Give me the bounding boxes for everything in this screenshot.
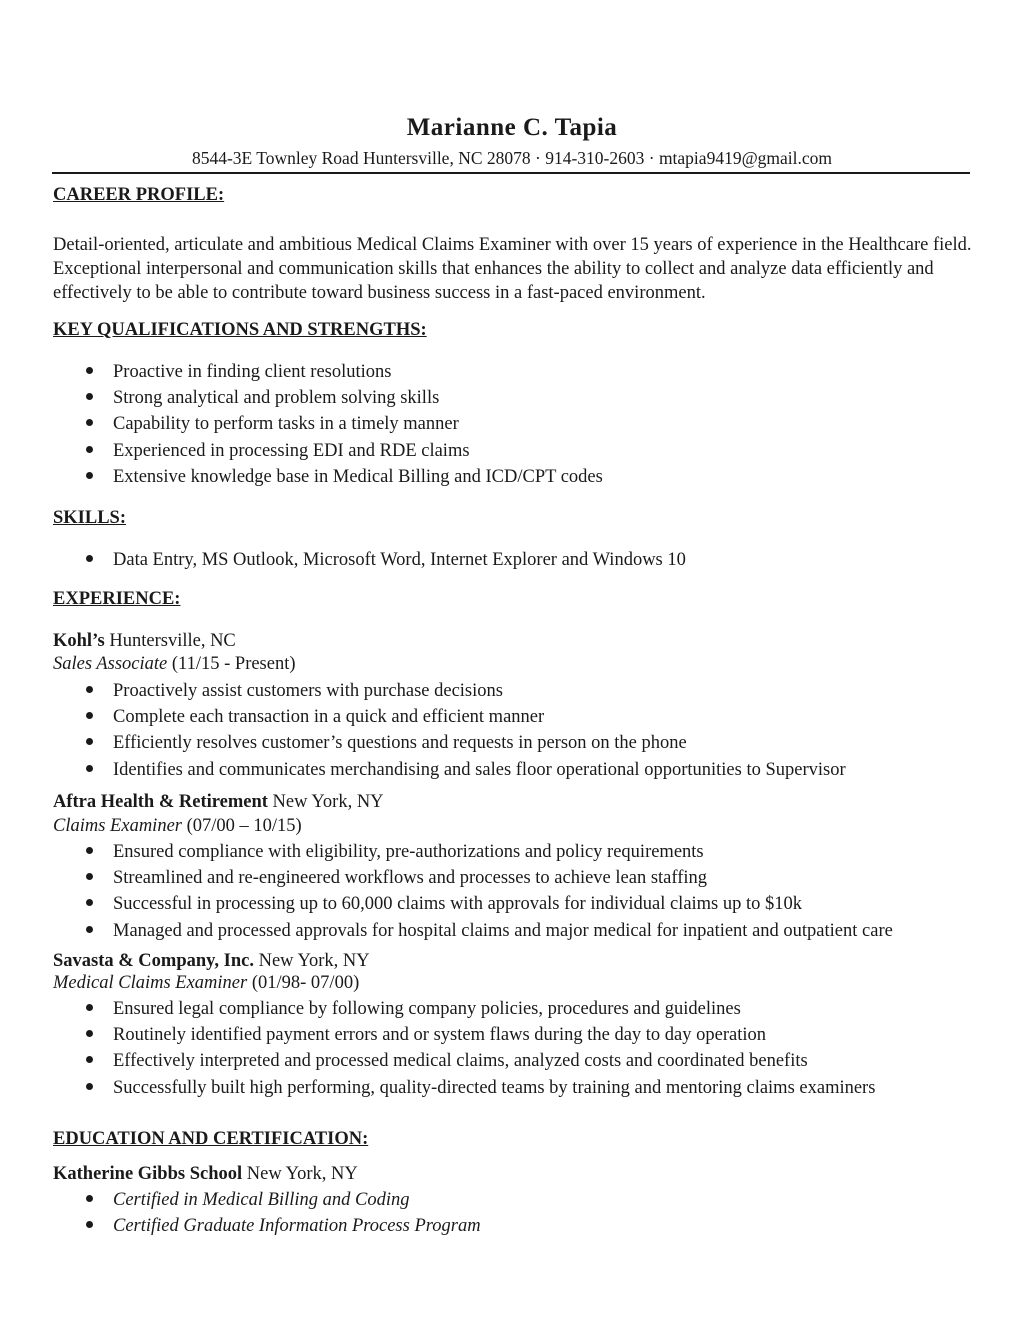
list-item [53, 678, 846, 704]
list-item [53, 996, 875, 1022]
school-location: New York, NY [242, 1164, 358, 1184]
list-item-text: Experienced in processing EDI and RDE claims [113, 440, 470, 461]
job-company-line [53, 950, 370, 973]
list-item [53, 438, 603, 464]
list-item-text: Strong analytical and problem solving skills [113, 388, 440, 409]
job-bullets [53, 996, 875, 1101]
bullet-icon [86, 873, 93, 880]
job-company-line [53, 791, 384, 814]
list-item-text: Data Entry, MS Outlook, Microsoft Word, Internet Explorer and Windows 10 [113, 550, 686, 570]
list-item-text: Certified Graduate Information Process Program [113, 1216, 481, 1237]
job-title: Claims Examiner [53, 816, 182, 836]
school-line [53, 1163, 358, 1186]
job-bullets [53, 839, 893, 944]
list-item [53, 918, 893, 944]
list-item [53, 839, 893, 865]
contact-info: 8544-3E Townley Road Huntersville, NC 28078 · 914-310-2603 · mtapia9419@gmail.com [191, 148, 833, 168]
list-item [53, 1048, 875, 1074]
career-profile-text: Detail-oriented, articulate and ambitious Medical Claims Examiner with over 15 years of experience in the Healthcare field. Exceptional interpersonal and communication skills that enhances the ability to collect and analyze data efficiently and effectively to be able to contribute toward business success in a fast-paced environment. [53, 235, 972, 303]
job-title: Medical Claims Examiner [53, 973, 248, 993]
list-item-text: Successful in processing up to 60,000 claims with approvals for individual claims up to $10k [113, 894, 803, 915]
career-profile-heading-colon: : [217, 185, 225, 205]
resume-name: Marianne C. Tapia [406, 114, 618, 141]
school-name: Katherine Gibbs School [53, 1164, 243, 1184]
list-item [53, 704, 846, 730]
career-profile-heading [53, 185, 224, 206]
list-item-text: Streamlined and re-engineered workflows and processes to achieve lean staffing [113, 868, 708, 889]
bullet-icon [86, 686, 93, 693]
list-item-text: Extensive knowledge base in Medical Billing and ICD/CPT codes [113, 466, 603, 487]
bullet-icon [86, 419, 93, 426]
bullet-icon [86, 367, 93, 374]
job-title-line [53, 815, 302, 838]
bullet-icon [86, 393, 93, 400]
education-list [53, 1187, 481, 1239]
list-item [53, 757, 846, 783]
list-item [53, 359, 603, 385]
bullet-icon [86, 738, 93, 745]
list-item [53, 1213, 481, 1239]
job-location: Huntersville, NC [104, 631, 236, 651]
skills-list [53, 547, 686, 573]
bullet-icon [86, 926, 93, 933]
bullet-icon [86, 899, 93, 906]
list-item-text: Ensured compliance with eligibility, pre-authorizations and policy requirements [113, 842, 704, 862]
list-item [53, 1022, 875, 1048]
header-divider [52, 172, 970, 174]
list-item-text: Successfully built high performing, quality-directed teams by training and mentoring claims examiners [113, 1077, 876, 1098]
list-item [53, 411, 603, 437]
list-item-text: Proactive in finding client resolutions [113, 362, 392, 382]
bullet-icon [86, 765, 93, 772]
job-title-line [53, 972, 359, 995]
list-item-text: Effectively interpreted and processed medical claims, analyzed costs and coordinated benefits [113, 1051, 808, 1072]
job-title-line [53, 653, 296, 676]
job-title: Sales Associate [53, 654, 168, 674]
bullet-icon [86, 1083, 93, 1090]
skills-heading: SKILLS: [53, 508, 127, 528]
experience-heading: EXPERIENCE: [53, 589, 181, 609]
list-item-text: Complete each transaction in a quick and efficient manner [113, 707, 545, 728]
list-item-text: Managed and processed approvals for hospital claims and major medical for inpatient and outpatient care [113, 920, 893, 941]
bullet-icon [86, 472, 93, 479]
list-item [53, 1075, 875, 1101]
job-dates: (01/98- 07/00) [247, 973, 360, 993]
bullet-icon [86, 847, 93, 854]
job-company: Savasta & Company, Inc. [53, 951, 254, 971]
list-item [53, 464, 603, 490]
list-item-text: Efficiently resolves customer’s questions and requests in person on the phone [113, 733, 687, 754]
job-company-line [53, 630, 236, 653]
list-item-text: Ensured legal compliance by following company policies, procedures and guidelines [113, 999, 741, 1019]
job-dates: (11/15 - Present) [167, 654, 296, 674]
list-item-text: Proactively assist customers with purchase decisions [113, 681, 503, 701]
list-item [53, 730, 846, 756]
list-item-text: Capability to perform tasks in a timely manner [113, 414, 459, 435]
bullet-icon [86, 1195, 93, 1202]
education-heading: EDUCATION AND CERTIFICATION: [53, 1129, 369, 1149]
list-item [53, 547, 686, 573]
list-item [53, 1187, 481, 1213]
list-item-text: Certified in Medical Billing and Coding [113, 1190, 410, 1210]
list-item [53, 385, 603, 411]
list-item-text: Routinely identified payment errors and or system flaws during the day to day operation [113, 1025, 766, 1046]
job-company: Aftra Health & Retirement [53, 792, 268, 812]
bullet-icon [86, 555, 93, 562]
bullet-icon [86, 1030, 93, 1037]
qualifications-list [53, 359, 603, 490]
bullet-icon [86, 1056, 93, 1063]
career-profile-heading-text: CAREER PROFILE [53, 185, 218, 205]
job-location: New York, NY [267, 792, 384, 812]
job-company: Kohl’s [53, 631, 105, 651]
bullet-icon [86, 1221, 93, 1228]
job-dates: (07/00 – 10/15) [181, 816, 302, 836]
list-item [53, 865, 893, 891]
qualifications-heading: KEY QUALIFICATIONS AND STRENGTHS: [53, 320, 427, 340]
job-location: New York, NY [253, 951, 370, 971]
job-bullets [53, 678, 846, 783]
bullet-icon [86, 1004, 93, 1011]
list-item-text: Identifies and communicates merchandising and sales floor operational opportunities to Supervisor [113, 759, 846, 780]
bullet-icon [86, 446, 93, 453]
list-item [53, 891, 893, 917]
bullet-icon [86, 712, 93, 719]
